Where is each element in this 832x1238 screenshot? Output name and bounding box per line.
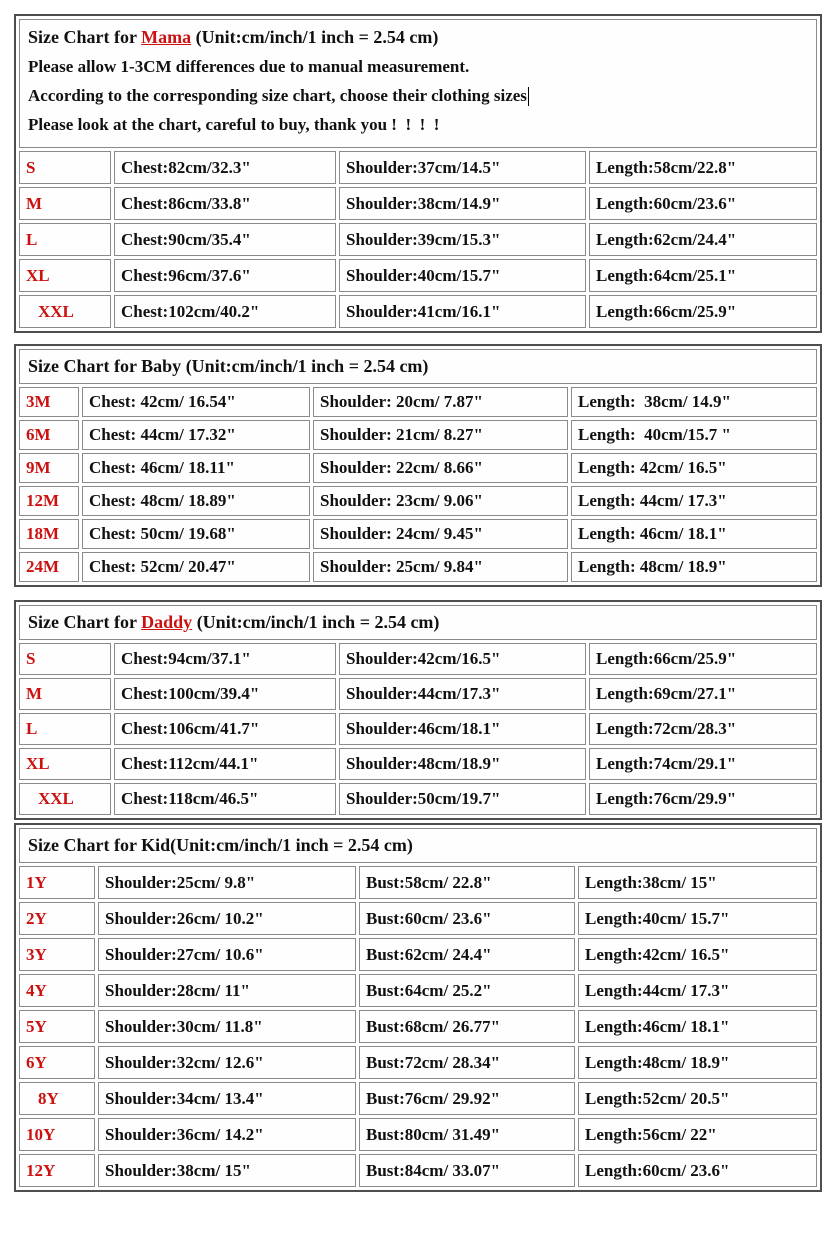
table-row: [19, 1118, 817, 1151]
size-label-cell: 12M: [19, 486, 79, 516]
size-label-cell: 9M: [19, 453, 79, 483]
size-chart-baby-header-cell: [19, 349, 817, 384]
note-line: [28, 83, 808, 109]
size-label-cell: 18M: [19, 519, 79, 549]
table-row: [19, 259, 817, 292]
table-rows: [19, 151, 817, 328]
measurement-cell: Shoulder:38cm/14.9": [339, 187, 586, 220]
measurement-cell: Chest: 48cm/ 18.89": [82, 486, 310, 516]
table-title-unit: (Unit:cm/inch/1 inch = 2.54 cm): [170, 835, 413, 855]
size-label-cell: 5Y: [19, 1010, 95, 1043]
table-rows: [19, 866, 817, 1187]
measurement-cell: Shoulder:32cm/ 12.6": [98, 1046, 356, 1079]
table-row: [19, 1046, 817, 1079]
measurement-cell: Shoulder:37cm/14.5": [339, 151, 586, 184]
table-row: [19, 713, 817, 745]
table-row: [19, 295, 817, 328]
size-chart-mama-header-cell: [19, 19, 817, 148]
size-label-cell: 3Y: [19, 938, 95, 971]
size-chart-mama: [14, 14, 822, 333]
measurement-cell: Length: 40cm/15.7 ": [571, 420, 817, 450]
measurement-cell: Bust:64cm/ 25.2": [359, 974, 575, 1007]
measurement-cell: Length:76cm/29.9": [589, 783, 817, 815]
table-row: [19, 486, 817, 516]
measurement-cell: Bust:58cm/ 22.8": [359, 866, 575, 899]
measurement-cell: Chest:82cm/32.3": [114, 151, 336, 184]
table-row: [19, 387, 817, 417]
table-title: [28, 832, 808, 859]
measurement-cell: Chest:86cm/33.8": [114, 187, 336, 220]
measurement-cell: Length:69cm/27.1": [589, 678, 817, 710]
measurement-cell: Length:40cm/ 15.7": [578, 902, 817, 935]
table-rows: [19, 387, 817, 582]
note-text: Please allow 1-3CM differences due to manual measurement.: [28, 57, 470, 76]
measurement-cell: Shoulder:30cm/ 11.8": [98, 1010, 356, 1043]
measurement-cell: Shoulder:34cm/ 13.4": [98, 1082, 356, 1115]
size-label-cell: 24M: [19, 552, 79, 582]
measurement-cell: Shoulder:39cm/15.3": [339, 223, 586, 256]
table-title-name: Baby: [141, 356, 182, 376]
measurement-cell: Shoulder:28cm/ 11": [98, 974, 356, 1007]
measurement-cell: Length:44cm/ 17.3": [578, 974, 817, 1007]
measurement-cell: Length:38cm/ 15": [578, 866, 817, 899]
table-title-unit: (Unit:cm/inch/1 inch = 2.54 cm): [191, 27, 439, 47]
measurement-cell: Bust:72cm/ 28.34": [359, 1046, 575, 1079]
size-label-cell: 10Y: [19, 1118, 95, 1151]
size-label-cell: 8Y: [19, 1082, 95, 1115]
measurement-cell: Length:48cm/ 18.9": [578, 1046, 817, 1079]
size-chart-daddy-header-cell: [19, 605, 817, 640]
measurement-cell: Length:66cm/25.9": [589, 295, 817, 328]
table-row: [19, 187, 817, 220]
table-row: [19, 519, 817, 549]
size-label-cell: M: [19, 678, 111, 710]
table-row: [19, 678, 817, 710]
measurement-cell: Chest: 44cm/ 17.32": [82, 420, 310, 450]
measurement-cell: Bust:62cm/ 24.4": [359, 938, 575, 971]
table-row: [19, 1082, 817, 1115]
measurement-cell: Length:46cm/ 18.1": [578, 1010, 817, 1043]
measurement-cell: Shoulder: 24cm/ 9.45": [313, 519, 568, 549]
size-label-cell: 2Y: [19, 902, 95, 935]
size-label-cell: S: [19, 643, 111, 675]
measurement-cell: Shoulder: 25cm/ 9.84": [313, 552, 568, 582]
table-row: [19, 643, 817, 675]
table-row: [19, 151, 817, 184]
measurement-cell: Chest: 42cm/ 16.54": [82, 387, 310, 417]
table-row: [19, 748, 817, 780]
measurement-cell: Chest:112cm/44.1": [114, 748, 336, 780]
note-text: Please look at the chart, careful to buy, thank you ! ! ! !: [28, 115, 440, 134]
size-chart-baby: [14, 344, 822, 587]
table-title-name: Mama: [141, 27, 192, 47]
table-row: [19, 938, 817, 971]
measurement-cell: Length:66cm/25.9": [589, 643, 817, 675]
measurement-cell: Shoulder:42cm/16.5": [339, 643, 586, 675]
table-title-unit: (Unit:cm/inch/1 inch = 2.54 cm): [192, 612, 440, 632]
size-label-cell: S: [19, 151, 111, 184]
measurement-cell: Shoulder:48cm/18.9": [339, 748, 586, 780]
table-row: [19, 420, 817, 450]
measurement-cell: Chest:118cm/46.5": [114, 783, 336, 815]
measurement-cell: Shoulder: 22cm/ 8.66": [313, 453, 568, 483]
size-label-cell: 6M: [19, 420, 79, 450]
measurement-cell: Shoulder:41cm/16.1": [339, 295, 586, 328]
measurement-cell: Length:56cm/ 22": [578, 1118, 817, 1151]
size-label-cell: 12Y: [19, 1154, 95, 1187]
measurement-cell: Length:42cm/ 16.5": [578, 938, 817, 971]
measurement-cell: Length: 48cm/ 18.9": [571, 552, 817, 582]
measurement-cell: Chest: 46cm/ 18.11": [82, 453, 310, 483]
measurement-cell: Shoulder:27cm/ 10.6": [98, 938, 356, 971]
measurement-cell: Shoulder:26cm/ 10.2": [98, 902, 356, 935]
measurement-cell: Shoulder:46cm/18.1": [339, 713, 586, 745]
measurement-cell: Shoulder: 23cm/ 9.06": [313, 486, 568, 516]
note-line: [28, 54, 808, 80]
table-row: [19, 866, 817, 899]
table-title-prefix: Size Chart for: [28, 612, 142, 632]
measurement-cell: Length:60cm/23.6": [589, 187, 817, 220]
measurement-cell: Shoulder: 20cm/ 7.87": [313, 387, 568, 417]
table-row: [19, 552, 817, 582]
measurement-cell: Chest:102cm/40.2": [114, 295, 336, 328]
size-label-cell: XXL: [19, 783, 111, 815]
measurement-cell: Length: 46cm/ 18.1": [571, 519, 817, 549]
table-row: [19, 974, 817, 1007]
size-chart-kid-header-cell: [19, 828, 817, 863]
size-label-cell: 6Y: [19, 1046, 95, 1079]
size-label-cell: 4Y: [19, 974, 95, 1007]
measurement-cell: Chest:106cm/41.7": [114, 713, 336, 745]
measurement-cell: Length:60cm/ 23.6": [578, 1154, 817, 1187]
table-row: [19, 783, 817, 815]
measurement-cell: Bust:76cm/ 29.92": [359, 1082, 575, 1115]
table-row: [19, 1154, 817, 1187]
size-label-cell: 3M: [19, 387, 79, 417]
measurement-cell: Length: 42cm/ 16.5": [571, 453, 817, 483]
size-label-cell: L: [19, 713, 111, 745]
measurement-cell: Length: 38cm/ 14.9": [571, 387, 817, 417]
note-line: [28, 112, 808, 138]
table-row: [19, 453, 817, 483]
measurement-cell: Chest:96cm/37.6": [114, 259, 336, 292]
table-title-unit: (Unit:cm/inch/1 inch = 2.54 cm): [181, 356, 429, 376]
measurement-cell: Shoulder:44cm/17.3": [339, 678, 586, 710]
measurement-cell: Bust:80cm/ 31.49": [359, 1118, 575, 1151]
measurement-cell: Length: 44cm/ 17.3": [571, 486, 817, 516]
measurement-cell: Length:74cm/29.1": [589, 748, 817, 780]
measurement-cell: Length:58cm/22.8": [589, 151, 817, 184]
measurement-cell: Shoulder:40cm/15.7": [339, 259, 586, 292]
size-label-cell: 1Y: [19, 866, 95, 899]
table-title-prefix: Size Chart for: [28, 835, 142, 855]
measurement-cell: Chest: 50cm/ 19.68": [82, 519, 310, 549]
size-chart-image: [14, 14, 822, 1192]
size-label-cell: L: [19, 223, 111, 256]
measurement-cell: Chest:94cm/37.1": [114, 643, 336, 675]
measurement-cell: Length:72cm/28.3": [589, 713, 817, 745]
table-title-name: Kid: [141, 835, 171, 855]
table-row: [19, 1010, 817, 1043]
measurement-cell: Shoulder:25cm/ 9.8": [98, 866, 356, 899]
note-text: According to the corresponding size chart, choose their clothing sizes: [28, 86, 527, 105]
measurement-cell: Length:52cm/ 20.5": [578, 1082, 817, 1115]
size-label-cell: M: [19, 187, 111, 220]
measurement-cell: Shoulder: 21cm/ 8.27": [313, 420, 568, 450]
size-chart-kid: [14, 823, 822, 1192]
size-label-cell: XL: [19, 259, 111, 292]
table-title-name: Daddy: [141, 612, 193, 632]
table-title: [28, 609, 808, 636]
measurement-cell: Shoulder:50cm/19.7": [339, 783, 586, 815]
measurement-cell: Length:64cm/25.1": [589, 259, 817, 292]
table-title: [28, 353, 808, 380]
table-title-prefix: Size Chart for: [28, 27, 142, 47]
size-label-cell: XXL: [19, 295, 111, 328]
measurement-cell: Length:62cm/24.4": [589, 223, 817, 256]
measurement-cell: Bust:84cm/ 33.07": [359, 1154, 575, 1187]
size-label-cell: XL: [19, 748, 111, 780]
measurement-cell: Chest:100cm/39.4": [114, 678, 336, 710]
table-rows: [19, 643, 817, 815]
table-title: [28, 24, 808, 51]
measurement-cell: Bust:68cm/ 26.77": [359, 1010, 575, 1043]
measurement-cell: Bust:60cm/ 23.6": [359, 902, 575, 935]
table-row: [19, 902, 817, 935]
table-row: [19, 223, 817, 256]
measurement-cell: Shoulder:38cm/ 15": [98, 1154, 356, 1187]
size-chart-daddy: [14, 600, 822, 820]
table-title-prefix: Size Chart for: [28, 356, 142, 376]
text-cursor: [528, 87, 529, 106]
measurement-cell: Shoulder:36cm/ 14.2": [98, 1118, 356, 1151]
measurement-cell: Chest: 52cm/ 20.47": [82, 552, 310, 582]
measurement-cell: Chest:90cm/35.4": [114, 223, 336, 256]
